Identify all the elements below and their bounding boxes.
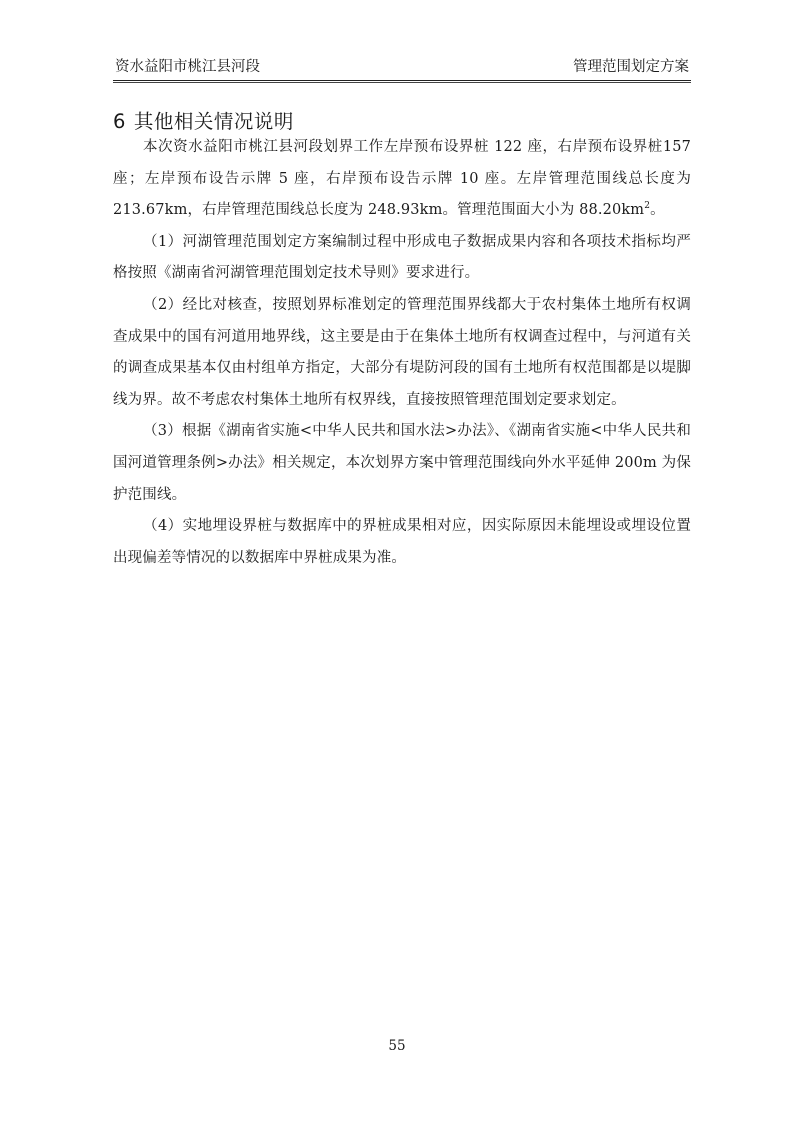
item-paragraph-1: （1）河湖管理范围划定方案编制过程中形成电子数据成果内容和各项技术指标均严格按照《湖南省河湖管理范围划定技术导则》要求进行。 bbox=[113, 233, 691, 282]
intro-line-3-end: 。 bbox=[650, 202, 665, 219]
page-number: 55 bbox=[388, 1038, 406, 1054]
header-right-title: 管理范围划定方案 bbox=[573, 59, 689, 75]
header-left-title: 资水益阳市桃江县河段 bbox=[115, 59, 260, 75]
item-paragraph-3: （3）根据《湖南省实施<中华人民共和国水法>办法》、《湖南省实施<中华人民共和国河道管理条例>办法》相关规定，本次划界方案中管理范围线向外水平延伸 200m 为保护范围线。 bbox=[113, 423, 691, 503]
section-number: 6 bbox=[113, 110, 126, 134]
area-unit-superscript: 2 bbox=[644, 201, 651, 212]
item-paragraph-4: （4）实地埋设界桩与数据库中的界桩成果相对应，因实际原因未能埋设或埋设位置出现偏差等情况的以数据库中界桩成果为准。 bbox=[113, 518, 691, 566]
intro-line-3: 为 213.67km，右岸管理范围线总长度为 248.93km。管理范围面大小为 88.20km bbox=[113, 170, 691, 219]
header-divider bbox=[113, 82, 691, 83]
intro-line-1: 本次资水益阳市桃江县河段划界工作左岸预布设界桩 122 座，右岸预布设界桩 bbox=[143, 139, 663, 155]
intro-line-2: 157 座；左岸预布设告示牌 5 座，右岸预布设告示牌 10 座。左岸管理范围线总长度 bbox=[113, 139, 691, 187]
document-body bbox=[113, 132, 691, 574]
section-title: 其他相关情况说明 bbox=[133, 110, 294, 134]
item-paragraph-2: （2）经比对核查，按照划界标准划定的管理范围界线都大于农村集体土地所有权调查成果中的国有河道用地界线，这主要是由于在集体土地所有权调查过程中，与河道有关的调查成果基本仅由村组单方指定，大部分有堤防河段的国有土地所有权范围都是以堤脚线为界。故不考虑农村集体土地所有权界线，直接按照管理范围划定要求划定。 bbox=[113, 296, 691, 408]
intro-paragraph bbox=[113, 132, 691, 227]
page-header bbox=[113, 54, 691, 81]
